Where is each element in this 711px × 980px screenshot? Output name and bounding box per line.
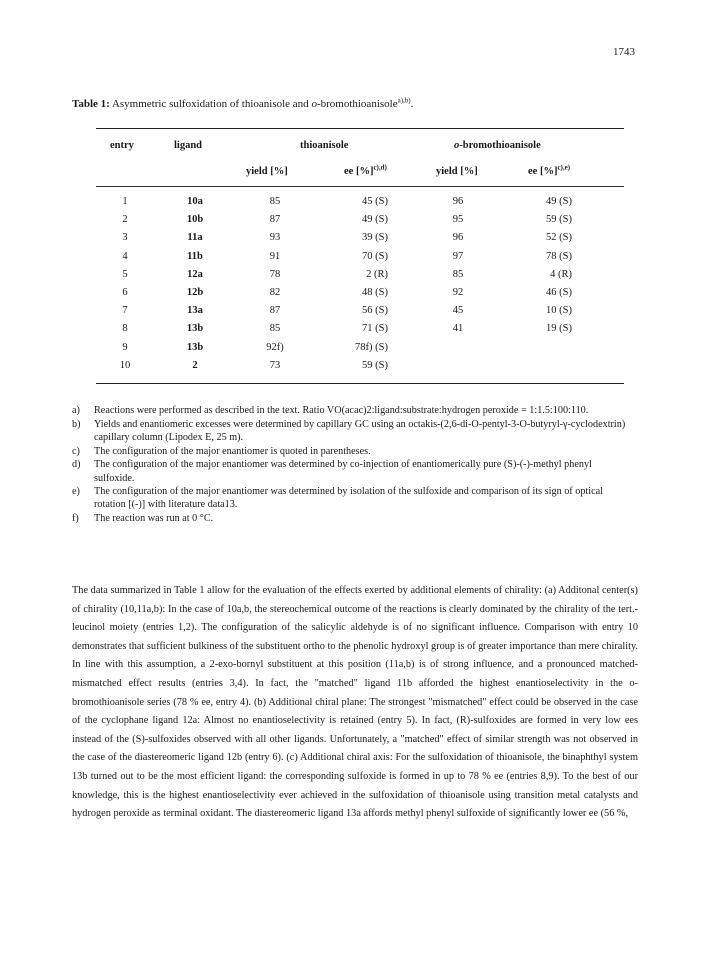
header-ee-1-sup: c),d) bbox=[373, 163, 387, 172]
cell-yield-o-bromothioanisole: 92 bbox=[452, 287, 464, 298]
cell-entry: 5 bbox=[122, 268, 128, 280]
cell-yield-thioanisole: 93 bbox=[269, 232, 281, 244]
footnote-text: The configuration of the major enantiomer is quoted in parentheses. bbox=[94, 445, 371, 457]
table-caption-label: Table 1: bbox=[72, 98, 110, 110]
header-ee-1-text: ee [%] bbox=[344, 166, 374, 177]
cell-ligand: 2 bbox=[192, 359, 198, 371]
footnote-text: Reactions were performed as described in the text. Ratio VO(acac)2:ligand:substrate:hydrogen peroxide = 1:1.5:100:110. bbox=[94, 405, 589, 416]
cell-ee-thioanisole: 78f) (S) bbox=[355, 341, 388, 353]
cell-entry: 7 bbox=[122, 305, 128, 317]
cell-ee-thioanisole: 48 (S) bbox=[362, 287, 388, 298]
cell-ee-o-bromothioanisole: 78 (S) bbox=[546, 250, 572, 262]
table-caption-text-b: -bromothioanisole bbox=[316, 98, 398, 110]
table-row bbox=[0, 342, 711, 358]
footnote-a bbox=[72, 404, 632, 417]
cell-yield-o-bromothioanisole: 45 bbox=[452, 305, 464, 317]
table-top-rule bbox=[96, 128, 624, 129]
cell-entry: 9 bbox=[122, 341, 128, 353]
header-thioanisole: thioanisole bbox=[300, 140, 349, 151]
cell-ee-o-bromothioanisole: 49 (S) bbox=[546, 196, 572, 207]
header-ee-2 bbox=[528, 163, 571, 177]
header-ligand: ligand bbox=[174, 140, 203, 151]
cell-entry: 3 bbox=[122, 232, 128, 244]
cell-ee-o-bromothioanisole: 4 (R) bbox=[550, 268, 572, 280]
footnote-mark: d) bbox=[72, 459, 81, 471]
footnote-mark: f) bbox=[72, 513, 79, 525]
table-row bbox=[0, 232, 711, 248]
footnote-e bbox=[72, 485, 632, 511]
cell-entry: 8 bbox=[122, 323, 128, 335]
footnote-mark: c) bbox=[72, 445, 80, 457]
table-caption-italic: o bbox=[311, 98, 317, 110]
footnote-text: The reaction was run at 0 °C. bbox=[94, 513, 214, 525]
header-ee-1 bbox=[344, 163, 387, 177]
table-caption-sup: a),b) bbox=[397, 96, 411, 105]
header-entry: entry bbox=[110, 140, 134, 151]
cell-yield-thioanisole: 91 bbox=[269, 250, 281, 262]
cell-yield-thioanisole: 87 bbox=[269, 214, 281, 226]
cell-yield-thioanisole: 85 bbox=[269, 196, 281, 207]
cell-yield-thioanisole: 85 bbox=[269, 323, 281, 335]
cell-yield-thioanisole: 73 bbox=[269, 359, 281, 371]
table-caption-end: . bbox=[410, 98, 414, 110]
cell-yield-thioanisole: 92f) bbox=[266, 341, 284, 353]
footnote-mark: e) bbox=[72, 486, 80, 498]
cell-ee-o-bromothioanisole: 10 (S) bbox=[546, 305, 572, 317]
footnote-mark: a) bbox=[72, 405, 80, 416]
body-paragraph: The data summarized in Table 1 allow for the evaluation of the effects exerted by additional elements of chirality: (a) Additonal center(s) of chirality (10,11a,b): In the case of 10a,b, the stereochemical outcome of the reactions is clearly dominated by the chirality of the tert.-leucinol moiety (entries 1,2). The configuration of the salicylic aldehyde is of no significant influence. Comparison with entry 10 demonstrates that sufficient bulkiness of the substituent ortho to the phenolic hydroxyl group is of greater importance than mere chirality. In line with this assumption, a 2-exo-bornyl substituent at this position (11a,b) is of strong influence, and a pronounced matched-mismatched effect results (entries 3,4). In fact, the "matched" ligand 11b afforded the highest enantioselectivity in the o-bromothioanisole series (78 % ee, entry 4). (b) Additional chiral plane: The strongest "mismatched" effect could be observed in the case of the cyclophane ligand 12a: Almost no enantioselectivity is retained (entry 5). In fact, (R)-sulfoxides are formed in very low ees instead of the (S)-sulfoxides observed with all other ligands. Unfortunately, a "matched" effect of similar strength was not observed in the case of the diastereomeric ligand 12b (entry 6). (c) Additional chiral axis: For the sulfoxidation of thioanisole, the binaphthyl system 13b turned out to be the most efficient ligand: the corresponding sulfoxide is formed in up to 78 % ee (entries 8,9). To the best of our knowledge, this is the highest enantioselectivity ever achieved in the sulfoxidation of thioanisole using transition metal catalysts and hydrogen peroxide as terminal oxidant. The diastereomeric ligand 13a affords methyl phenyl sulfoxide of significantly lower ee (56 %, bbox=[72, 585, 638, 820]
cell-ligand: 13b bbox=[186, 341, 204, 353]
cell-yield-o-bromothioanisole: 95 bbox=[452, 214, 464, 226]
cell-yield-o-bromothioanisole: 96 bbox=[452, 196, 464, 207]
cell-ligand: 10b bbox=[186, 214, 204, 226]
cell-yield-thioanisole: 87 bbox=[269, 305, 281, 317]
table-bottom-rule bbox=[96, 383, 624, 384]
table-caption bbox=[72, 98, 413, 110]
cell-ee-thioanisole: 45 (S) bbox=[362, 196, 388, 207]
cell-yield-o-bromothioanisole: 41 bbox=[452, 323, 464, 335]
cell-entry: 4 bbox=[122, 250, 128, 262]
cell-yield-o-bromothioanisole: 97 bbox=[452, 250, 464, 262]
cell-ligand: 13b bbox=[186, 323, 204, 335]
footnote-text: The configuration of the major enantiomer was determined by isolation of the sulfoxide and comparison of its sign of optical rotation [(-)] with literature data13. bbox=[94, 486, 603, 511]
cell-yield-thioanisole: 82 bbox=[269, 287, 281, 298]
table-caption-text-a: Asymmetric sulfoxidation of thioanisole and bbox=[109, 98, 312, 110]
cell-ee-thioanisole: 56 (S) bbox=[362, 305, 388, 317]
header-ee-2-sup: c),e) bbox=[557, 163, 571, 172]
cell-entry: 1 bbox=[122, 196, 128, 207]
cell-ligand: 11b bbox=[187, 250, 203, 262]
header-ee-2-text: ee [%] bbox=[528, 166, 558, 177]
header-o-rest: -bromothioanisole bbox=[459, 140, 541, 151]
header-yield-1: yield [%] bbox=[246, 166, 288, 177]
table-row bbox=[0, 305, 711, 321]
cell-ee-o-bromothioanisole: 59 (S) bbox=[546, 214, 572, 226]
cell-yield-o-bromothioanisole: 85 bbox=[452, 268, 464, 280]
cell-ligand: 10a bbox=[187, 196, 203, 207]
cell-ligand: 11a bbox=[187, 232, 203, 244]
cell-ee-thioanisole: 70 (S) bbox=[362, 250, 388, 262]
footnote-b bbox=[72, 418, 632, 444]
table-header-rule bbox=[96, 186, 624, 187]
cell-ee-thioanisole: 39 (S) bbox=[362, 232, 388, 244]
table-row bbox=[0, 251, 711, 267]
cell-ee-o-bromothioanisole: 46 (S) bbox=[546, 287, 572, 298]
table-row bbox=[0, 269, 711, 285]
body-text bbox=[72, 582, 638, 824]
header-o-bromothioanisole bbox=[454, 140, 541, 151]
footnote-c bbox=[72, 445, 632, 458]
table-row bbox=[0, 360, 711, 376]
page-number: 1743 bbox=[613, 46, 635, 58]
header-yield-2: yield [%] bbox=[436, 166, 478, 177]
cell-yield-o-bromothioanisole: 96 bbox=[452, 232, 464, 244]
cell-ee-o-bromothioanisole: 52 (S) bbox=[546, 232, 572, 244]
table-row bbox=[0, 287, 711, 303]
cell-ee-thioanisole: 71 (S) bbox=[362, 323, 388, 335]
footnote-f bbox=[72, 512, 632, 525]
table-row bbox=[0, 214, 711, 230]
cell-yield-thioanisole: 78 bbox=[269, 268, 281, 280]
cell-ee-thioanisole: 59 (S) bbox=[362, 359, 388, 371]
cell-entry: 2 bbox=[122, 214, 128, 226]
cell-ligand: 12b bbox=[186, 287, 204, 298]
cell-ee-thioanisole: 2 (R) bbox=[366, 268, 388, 280]
footnote-mark: b) bbox=[72, 418, 81, 430]
cell-entry: 6 bbox=[122, 287, 128, 298]
cell-ligand: 13a bbox=[187, 305, 203, 317]
cell-ee-o-bromothioanisole: 19 (S) bbox=[546, 323, 572, 335]
footnote-text: The configuration of the major enantiomer was determined by co-injection of enantiomerically pure (S)-(-)-methyl phenyl sulfoxide. bbox=[94, 459, 592, 484]
footnote-text: Yields and enantiomeric excesses were determined by capillary GC using an octakis-(2,6-di-O-pentyl-3-O-butyryl-γ-cyclodextrin) capillary column (Lipodex E, 25 m). bbox=[94, 418, 626, 443]
cell-ligand: 12a bbox=[187, 268, 203, 280]
footnote-d bbox=[72, 458, 632, 484]
cell-ee-thioanisole: 49 (S) bbox=[362, 214, 388, 226]
table-row bbox=[0, 323, 711, 339]
footnotes bbox=[72, 404, 632, 526]
cell-entry: 10 bbox=[119, 359, 131, 371]
header-o-italic: o bbox=[454, 140, 460, 151]
table-row bbox=[0, 196, 711, 212]
